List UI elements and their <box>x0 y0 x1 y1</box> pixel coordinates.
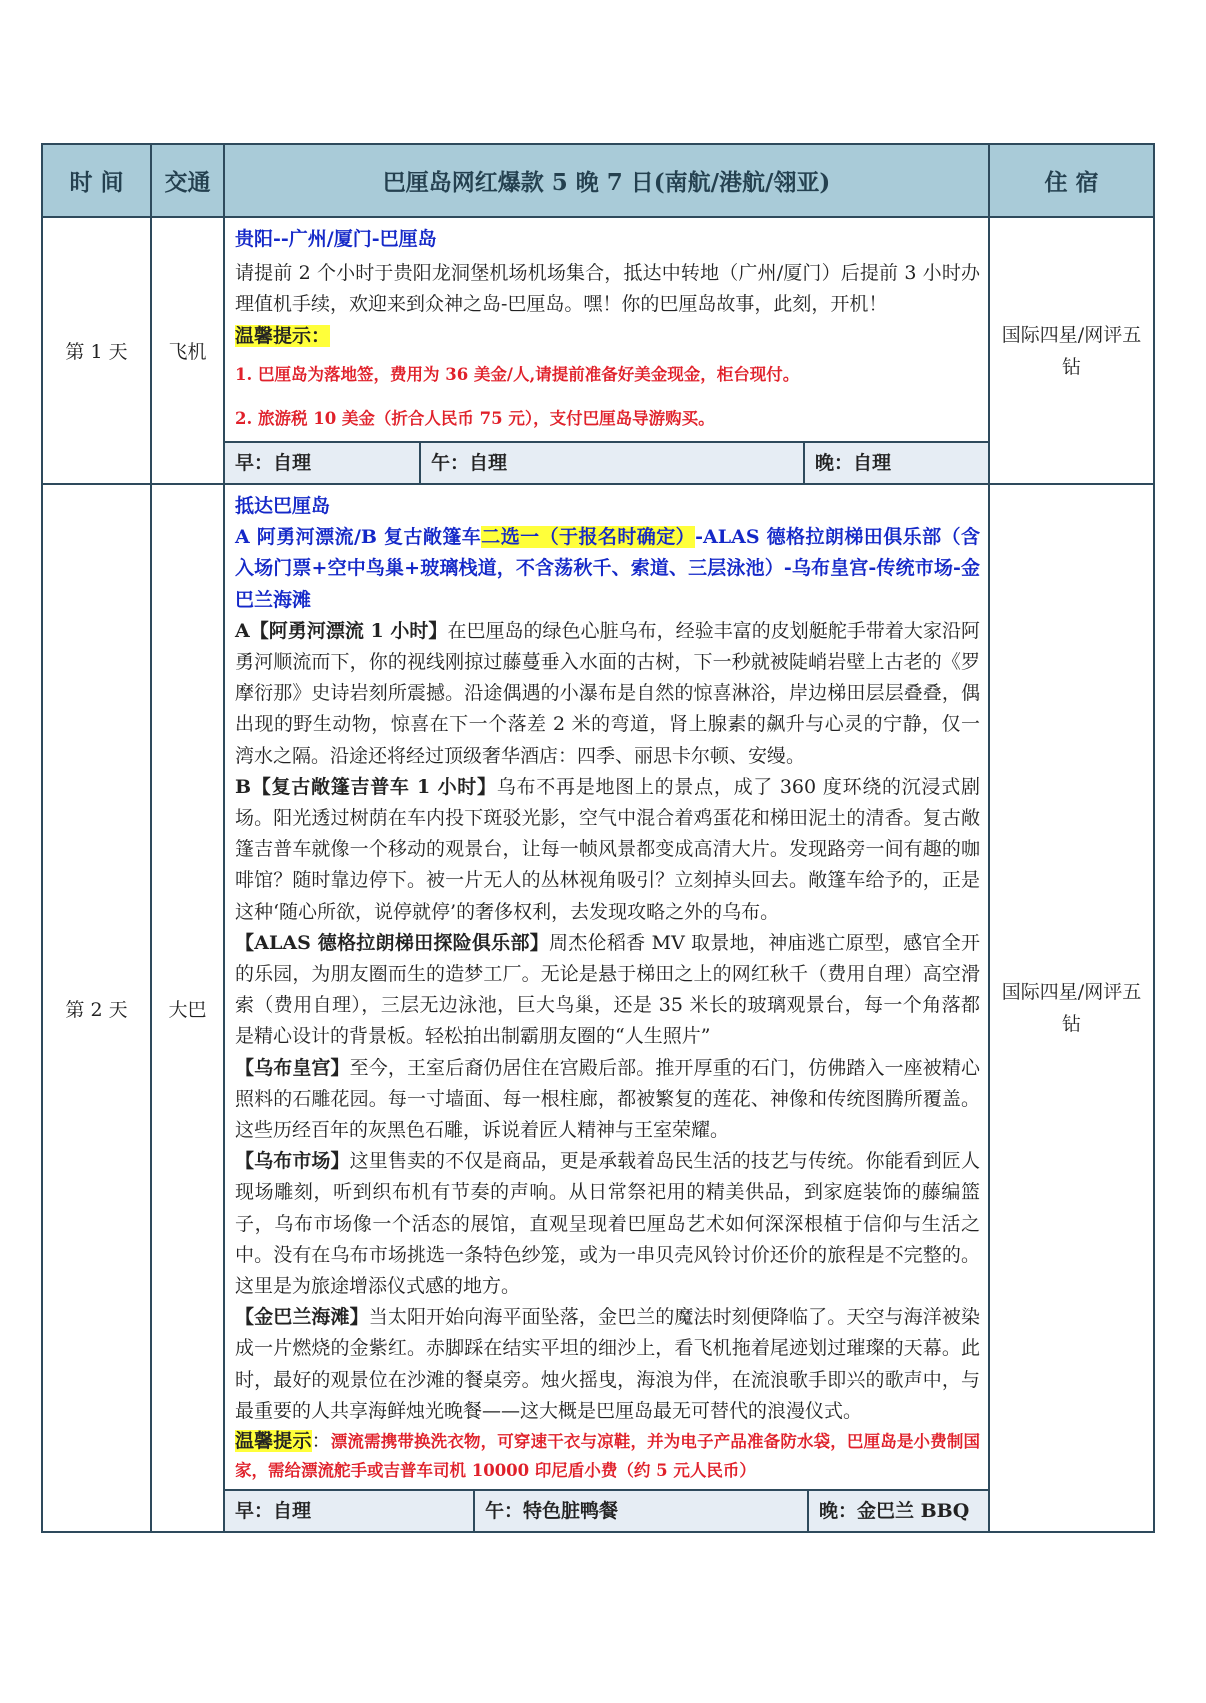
day1-row <box>42 217 1154 484</box>
day2-day: 第 2 天 <box>42 484 151 1532</box>
day2-lunch: 午：特色脏鸭餐 <box>475 1491 809 1531</box>
day2-content <box>224 484 989 1532</box>
day2-stay: 国际四星/网评五钻 <box>989 484 1154 1532</box>
day1-tip2: 2. 旅游税 10 美金（折合人民币 75 元），支付巴厘岛导游购买。 <box>235 408 715 428</box>
day2-section-alas: 【ALAS 德格拉朗梯田探险俱乐部】周杰伦稻香 MV 取景地，神庙逃亡原型，感官全开的乐园，为朋友圈而生的造梦工厂。无论是悬于梯田之上的网红秋千（费用自理）高空滑索（费用自理），三层无边泳池，巨大鸟巢，还是 35 米长的玻璃观景台，每一个角落都是精心设计的背景板。轻松拍出制霸朋友圈的“人生照片” <box>235 931 980 1048</box>
table-header-row <box>42 144 1154 217</box>
day1-content <box>224 217 989 484</box>
day1-route: 贵阳--广州/厦门-巴厘岛 <box>235 228 437 250</box>
day1-day: 第 1 天 <box>42 217 151 484</box>
day1-transport: 飞机 <box>151 217 224 484</box>
day1-meals <box>225 441 988 483</box>
day1-lunch: 午：自理 <box>421 443 805 483</box>
header-title: 巴厘岛网红爆款 5 晚 7 日(南航/港航/翎亚) <box>224 144 989 217</box>
day2-section-palace: 【乌布皇宫】至今，王室后裔仍居住在宫殿后部。推开厚重的石门，仿佛踏入一座被精心照料的石雕花园。每一寸墙面、每一根柱廊，都被繁复的莲花、神像和传统图腾所覆盖。这些历经百年的灰黑色石雕，诉说着匠人精神与王室荣耀。 <box>235 1056 980 1142</box>
day1-dinner: 晚：自理 <box>815 452 892 474</box>
day2-breakfast: 早：自理 <box>225 1491 475 1531</box>
day2-tip-text: 漂流需携带换洗衣物，可穿速干衣与凉鞋，并为电子产品准备防水袋，巴厘岛是小费制国家，需给漂流舵手或吉普车司机 10000 印尼盾小费（约 5 元人民币） <box>235 1432 980 1481</box>
header-transport: 交通 <box>151 144 224 217</box>
day2-choose-one: 二选一（于报名时确定） <box>481 526 696 549</box>
day1-breakfast: 早：自理 <box>225 443 421 483</box>
header-stay: 住 宿 <box>989 144 1154 217</box>
day2-dinner: 晚：金巴兰 BBQ <box>819 1500 970 1523</box>
day2-tip: 温馨提示：漂流需携带换洗衣物，可穿速干衣与凉鞋，并为电子产品准备防水袋，巴厘岛是小费制国家，需给漂流舵手或吉普车司机 10000 印尼盾小费（约 5 元人民币） <box>235 1430 980 1481</box>
day1-desc: 请提前 2 个小时于贵阳龙洞堡机场机场集合，抵达中转地（广州/厦门）后提前 3 小时办理值机手续，欢迎来到众神之岛-巴厘岛。嘿！你的巴厘岛故事，此刻，开机！ <box>235 261 980 315</box>
day2-section-a: A【阿勇河漂流 1 小时】在巴厘岛的绿色心脏乌布，经验丰富的皮划艇舵手带着大家沿阿勇河顺流而下，你的视线刚掠过藤蔓垂入水面的古树，下一秒就被陡峭岩壁上古老的《罗摩衍那》史诗岩刻所震撼。沿途偶遇的小瀑布是自然的惊喜淋浴，岸边梯田层层叠叠，偶出现的野生动物，惊喜在下一个落差 2 米的弯道，肾上腺素的飙升与心灵的宁静，仅一湾水之隔。沿途还将经过顶级奢华酒店：四季、丽思卡尔顿、安缦。 <box>235 619 980 767</box>
day1-tip1: 1. 巴厘岛为落地签，费用为 36 美金/人,请提前准备好美金现金，柜台现付。 <box>235 365 800 384</box>
day1-tip-label: 温馨提示： <box>235 324 331 347</box>
day2-section-beach: 【金巴兰海滩】当太阳开始向海平面坠落，金巴兰的魔法时刻便降临了。天空与海洋被染成一片燃烧的金紫红。赤脚踩在结实平坦的细沙上，看飞机拖着尾迹划过璀璨的天幕。此时，最好的观景位在沙滩的餐桌旁。烛火摇曳，海浪为伴，在流浪歌手即兴的歌声中，与最重要的人共享海鲜烛光晚餐——这大概是巴厘岛最无可替代的浪漫仪式。 <box>235 1306 980 1422</box>
day2-section-b: B【复古敞篷吉普车 1 小时】乌布不再是地图上的景点，成了 360 度环绕的沉浸式剧场。阳光透过树荫在车内投下斑驳光影，空气中混合着鸡蛋花和梯田泥土的清香。复古敞篷吉普车就像一个移动的观景台，让每一帧风景都变成高清大片。发现路旁一间有趣的咖啡馆？随时靠边停下。被一片无人的丛林视角吸引？立刻掉头回去。敞篷车给予的，正是这种‘随心所欲，说停就停’的奢侈权利，去发现攻略之外的乌布。 <box>235 775 980 923</box>
day2-row <box>42 484 1154 1532</box>
itinerary-table <box>41 143 1155 1533</box>
day2-meals <box>225 1489 988 1531</box>
day2-title2: A 阿勇河漂流/B 复古敞篷车二选一（于报名时确定）-ALAS 德格拉朗梯田俱乐部（含入场门票+空中鸟巢+玻璃栈道，不含荡秋千、索道、三层泳池）-乌布皇宫-传统市场-金巴兰海滩 <box>235 526 980 611</box>
header-time: 时 间 <box>42 144 151 217</box>
day2-transport: 大巴 <box>151 484 224 1532</box>
day1-stay: 国际四星/网评五钻 <box>989 217 1154 484</box>
day2-title1: 抵达巴厘岛 <box>235 495 331 517</box>
day2-tip-label: 温馨提示 <box>235 1430 312 1453</box>
day2-section-market: 【乌布市场】这里售卖的不仅是商品，更是承载着岛民生活的技艺与传统。你能看到匠人现场雕刻，听到织布机有节奏的声响。从日常祭祀用的精美供品，到家庭装饰的藤编篮子，乌布市场像一个活态的展馆，直观呈现着巴厘岛艺术如何深深根植于信仰与生活之中。没有在乌布市场挑选一条特色纱笼，或为一串贝壳风铃讨价还价的旅程是不完整的。这里是为旅途增添仪式感的地方。 <box>235 1150 980 1298</box>
